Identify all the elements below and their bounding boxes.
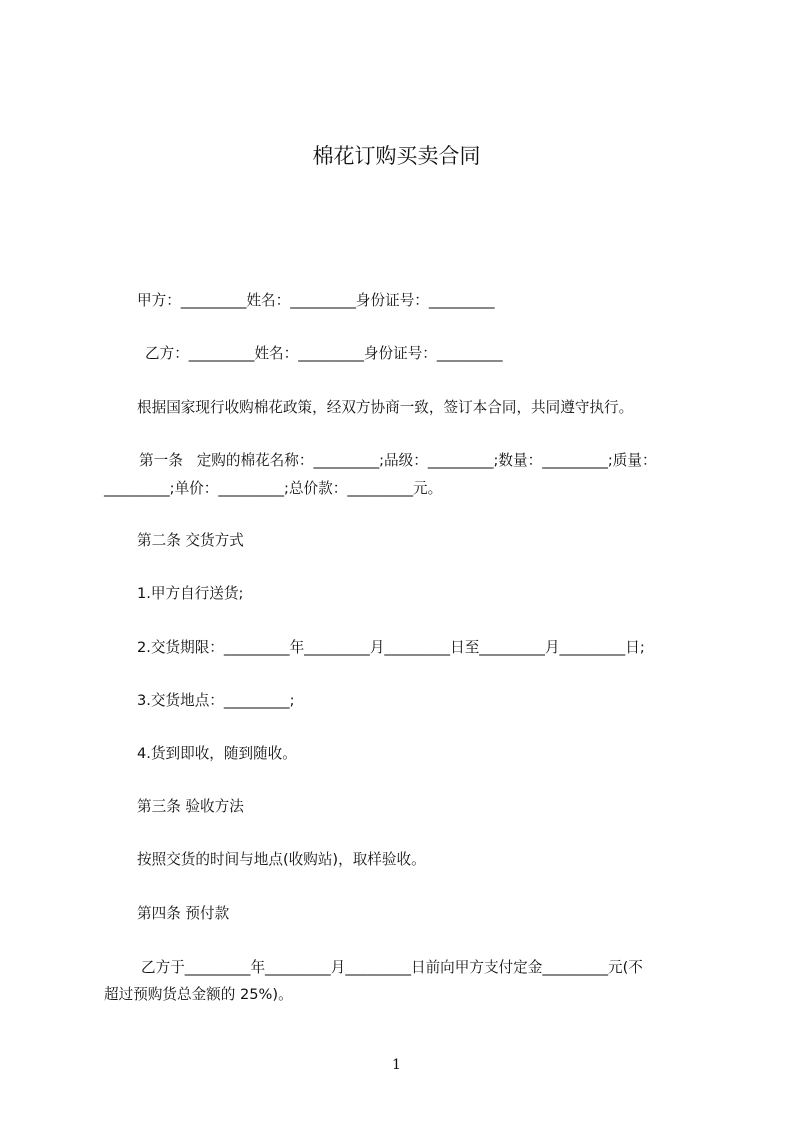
article-2-item-2: 2.交货期限：_________年_________月_________日至_________月_________日; [137,639,645,656]
article-1-line-2: _________;单价：_________;总价款：_________元。 [104,480,443,497]
article-4-heading: 第四条 预付款 [137,905,230,922]
article-2-item-3: 3.交货地点：_________; [137,692,295,709]
preamble-paragraph: 根据国家现行收购棉花政策，经双方协商一致，签订本合同，共同遵守执行。 [137,399,634,416]
article-4-line-2: 超过预购货总金额的 25%)。 [104,986,293,1003]
party-b-line: 乙方：_________姓名：_________身份证号：_________ [145,345,503,362]
article-3-text: 按照交货的时间与地点(收购站)，取样验收。 [137,851,426,868]
article-4-line-1: 乙方于_________年_________月_________日前向甲方支付定金_________元(不 [141,959,643,976]
page-number: 1 [392,1057,401,1073]
party-a-line: 甲方：_________姓名：_________身份证号：_________ [137,292,495,309]
article-2-item-1: 1.甲方自行送货; [137,585,244,602]
article-3-heading: 第三条 验收方法 [137,798,244,815]
article-1-line-1: 第一条 定购的棉花名称：_________;品级：_________;数量：_________;质量： [139,452,657,469]
article-2-heading: 第二条 交货方式 [137,532,244,549]
article-2-item-4: 4.货到即收，随到随收。 [137,745,297,762]
document-title: 棉花订购买卖合同 [312,144,481,168]
